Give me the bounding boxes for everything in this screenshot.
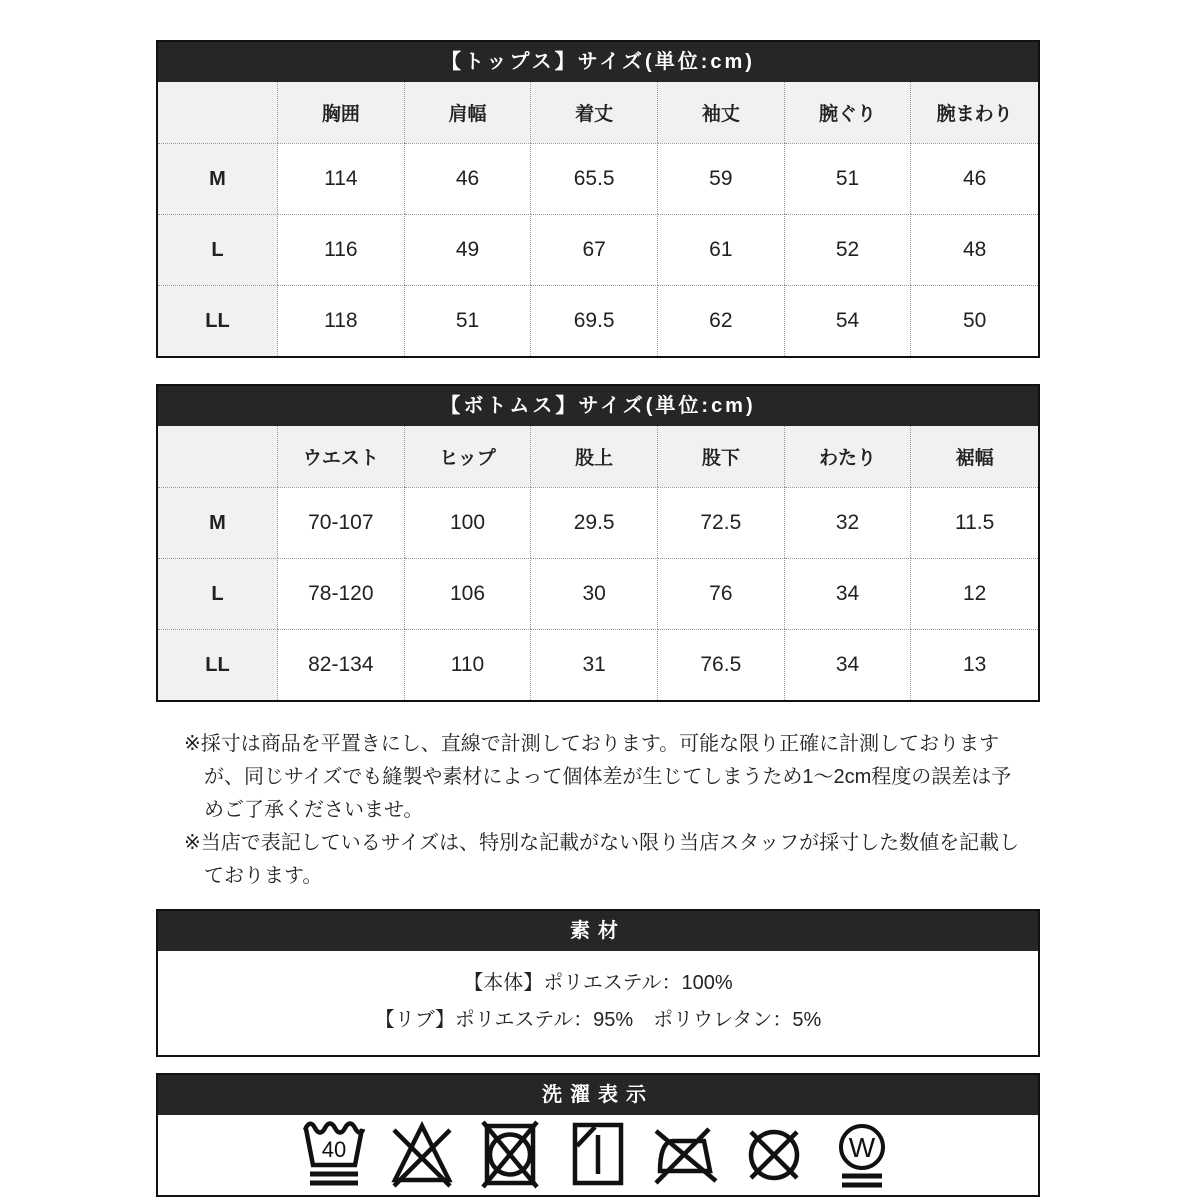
material-line-body: 【本体】ポリエステル：100%: [463, 972, 733, 994]
bottoms-row-l: [158, 558, 1038, 629]
measurement-value: 76.5: [658, 629, 785, 700]
tops-table-title: 【トップス】サイズ(単位:cm): [158, 42, 1038, 82]
measurement-value: 82-134: [278, 629, 405, 700]
measurement-value: 69.5: [531, 285, 658, 356]
measurement-value: 65.5: [531, 143, 658, 214]
measurement-value: 52: [785, 214, 912, 285]
material-title: 素材: [158, 911, 1038, 951]
measurement-value: 54: [785, 285, 912, 356]
size-label: L: [158, 558, 278, 629]
do-not-iron-icon: [654, 1119, 718, 1191]
measurement-value: 48: [911, 214, 1038, 285]
size-label: LL: [158, 629, 278, 700]
measurement-value: 51: [785, 143, 912, 214]
tops-col-header: 着丈: [531, 82, 658, 143]
bottoms-header-row: [158, 426, 1038, 487]
measurement-value: 114: [278, 143, 405, 214]
measurement-value: 30: [531, 558, 658, 629]
laundry-title: 洗濯表示: [158, 1075, 1038, 1115]
note-staff-measured: ※当店で表記しているサイズは、特別な記載がない限り当店スタッフが採寸した数値を記載しております。: [184, 832, 1020, 887]
bottoms-col-header: 裾幅: [911, 426, 1038, 487]
bottoms-row-m: [158, 487, 1038, 558]
measurement-value: 76: [658, 558, 785, 629]
measurement-value: 32: [785, 487, 912, 558]
measurement-value: 29.5: [531, 487, 658, 558]
measurement-value: 61: [658, 214, 785, 285]
measurement-value: 59: [658, 143, 785, 214]
size-label: M: [158, 143, 278, 214]
tops-col-header: 肩幅: [405, 82, 532, 143]
size-label: M: [158, 487, 278, 558]
tops-corner-cell: [158, 82, 278, 143]
measurement-value: 116: [278, 214, 405, 285]
svg-text:40: 40: [321, 1137, 347, 1162]
measurement-value: 72.5: [658, 487, 785, 558]
measurement-value: 78-120: [278, 558, 405, 629]
measurement-value: 50: [911, 285, 1038, 356]
measurement-value: 12: [911, 558, 1038, 629]
measurement-value: 51: [405, 285, 532, 356]
measurement-value: 62: [658, 285, 785, 356]
measurement-value: 34: [785, 629, 912, 700]
machine-wash-40-very-gentle-icon: [302, 1119, 366, 1191]
tops-size-table: [156, 40, 1040, 358]
bottoms-col-header: ヒップ: [405, 426, 532, 487]
tops-col-header: 腕まわり: [911, 82, 1038, 143]
measurement-value: 110: [405, 629, 532, 700]
material-section: [156, 909, 1040, 1057]
tops-col-header: 腕ぐり: [785, 82, 912, 143]
measurement-value: 67: [531, 214, 658, 285]
note-measuring-method: ※採寸は商品を平置きにし、直線で計測しております。可能な限り正確に計測しておりますが、同じサイズでも縫製や素材によって個体差が生じてしまうため1〜2cm程度の誤差は予めご了承くださいませ。: [184, 733, 1012, 821]
tops-row-ll: [158, 285, 1038, 356]
tops-col-header: 袖丈: [658, 82, 785, 143]
line-dry-in-shade-icon: [566, 1119, 630, 1191]
bottoms-row-ll: [158, 629, 1038, 700]
bottoms-col-header: ウエスト: [278, 426, 405, 487]
wet-clean-very-gentle-icon: [830, 1119, 894, 1191]
tops-col-header: 胸囲: [278, 82, 405, 143]
bottoms-size-table: [156, 384, 1040, 702]
tops-row-l: [158, 214, 1038, 285]
measurement-value: 34: [785, 558, 912, 629]
tops-header-row: [158, 82, 1038, 143]
bottoms-col-header: 股下: [658, 426, 785, 487]
material-body: [158, 951, 1038, 1055]
size-label: LL: [158, 285, 278, 356]
measurement-value: 13: [911, 629, 1038, 700]
measurement-notes: [184, 728, 1022, 893]
bottoms-corner-cell: [158, 426, 278, 487]
measurement-value: 100: [405, 487, 532, 558]
measurement-value: 31: [531, 629, 658, 700]
laundry-section: [156, 1073, 1040, 1197]
size-chart-content: [156, 40, 1040, 1197]
measurement-value: 70-107: [278, 487, 405, 558]
measurement-value: 11.5: [911, 487, 1038, 558]
laundry-icons-row: [158, 1115, 1038, 1195]
tops-row-m: [158, 143, 1038, 214]
do-not-dry-clean-icon: [742, 1119, 806, 1191]
material-line-rib: 【リブ】ポリエステル：95% ポリウレタン：5%: [374, 1009, 822, 1031]
measurement-value: 49: [405, 214, 532, 285]
measurement-value: 118: [278, 285, 405, 356]
svg-text:W: W: [848, 1132, 876, 1163]
bottoms-table-title: 【ボトムス】サイズ(単位:cm): [158, 386, 1038, 426]
measurement-value: 46: [405, 143, 532, 214]
do-not-bleach-icon: [390, 1119, 454, 1191]
bottoms-col-header: わたり: [785, 426, 912, 487]
bottoms-col-header: 股上: [531, 426, 658, 487]
measurement-value: 46: [911, 143, 1038, 214]
size-label: L: [158, 214, 278, 285]
measurement-value: 106: [405, 558, 532, 629]
do-not-tumble-dry-icon: [478, 1119, 542, 1191]
